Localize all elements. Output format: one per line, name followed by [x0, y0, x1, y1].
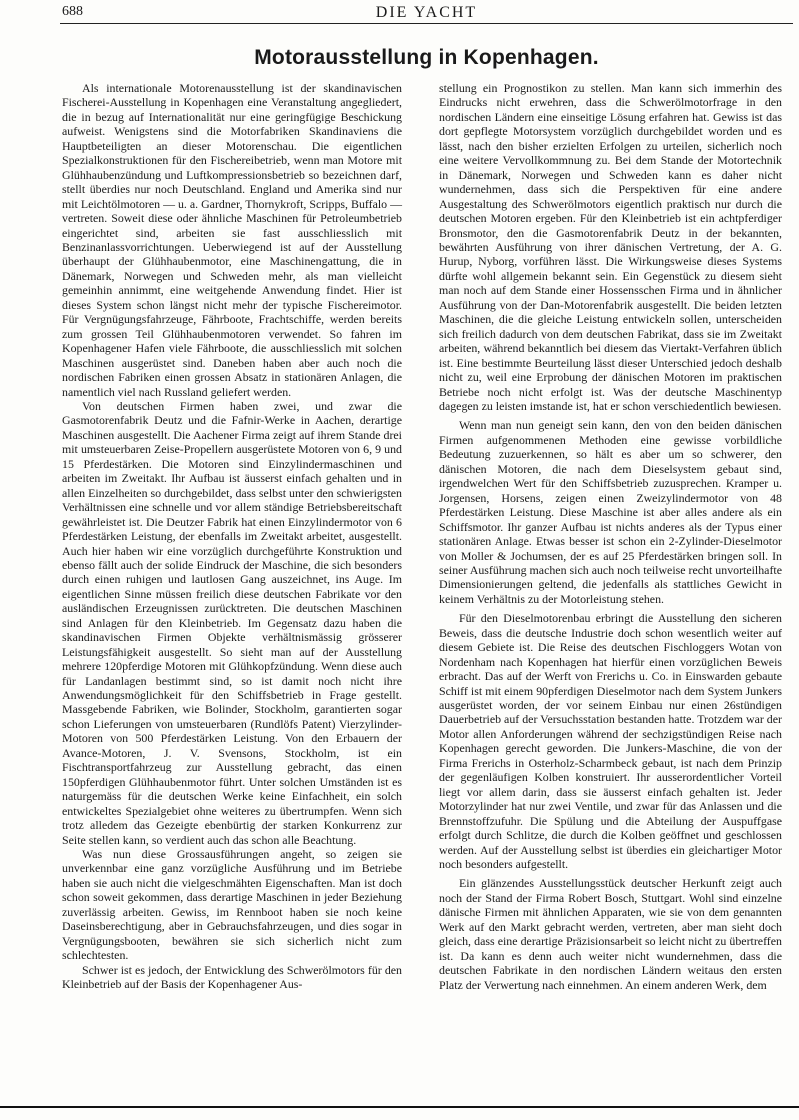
paragraph-continuation: stellung ein Prognostikon zu stellen. Man kann sich immerhin des Eindrucks nicht erwehren, dass die Schwerölmotorfrage in den nordischen Ländern eine einseitige Lösung erfahren hat. Gewiss ist das dort gepflegte Motorsystem vorzüglich durchgebildet worden und es lässt, nach den bisher erzielten Erfolgen zu urteilen, sicherlich noch eine weitere Vervollkommnung zu. Bei dem Stande der Motortechnik in Dänemark, Norwegen und Schweden kann es daher nicht wundernehmen, dass sich die Perspektiven für eine andere Ausgestaltung des Schwerölmotors eigentlich praktisch nur durch die deutschen Motoren ergeben. Für den Kleinbetrieb ist ein achtpferdiger Bronsmotor, den die Gasmotorenfabrik Deutz in der bekannten, bewährten Ausführung von ihrer dänischen Vertretung, der A. G. Hurup, Nyborg, vorführen lässt. Die Wirkungsweise dieses Systems dürfte wohl allgemein bekannt sein. Ein Gegenstück zu diesem sieht man noch auf dem Stande einer Hossensschen Firma und in ähnlicher Ausführung von der Dan-Motorenfabrik ausgestellt. Die beiden letzten Maschinen, die die gleiche Leistung entwickeln sollen, unterscheiden sich freilich dadurch von dem deutschen Fabrikat, dass sie im Zweitakt arbeiten, während bekanntlich bei diesem das Viertakt-Verfahren üblich ist. Eine bestimmte Beurteilung lässt dieser Unterschied jedoch deshalb nicht zu, weil eine Erprobung der dänischen Motoren im praktischen Betriebe noch nicht erfolgt ist. Was der deutsche Maschinentyp dagegen zu leisten imstande ist, hat er schon verschiedentlich bewiesen.: [439, 81, 782, 413]
left-column: [62, 81, 402, 992]
paragraph: Was nun diese Grossausführungen angeht, so zeigen sie unverkennbar eine ganz vorzügliche Ausführung und im Betriebe haben sie auch nicht die vielgeschmähten Eigenschaften. Man ist doch schon soweit gekommen, dass derartige Maschinen in jeder Beziehung zuverlässig arbeiten. Gewiss, im Rennboot haben sie noch keine Daseinsberechtigung, aber in Gebrauchsfahrzeugen, und dies sogar in Vergnügungsbooten, bewähren sie sich sicherlich nicht zum schlechtesten.: [62, 847, 402, 963]
journal-title: DIE YACHT: [375, 4, 478, 21]
paragraph: Ein glänzendes Ausstellungsstück deutscher Herkunft zeigt auch noch der Stand der Firma Robert Bosch, Stuttgart. Wohl sind einzelne dänische Firmen mit ähnlichen Apparaten, wie sie von dem genannten Werk auf den Markt gebracht werden, vertreten, aber man sieht doch gleich, dass eine derartige Präzisionsarbeit so leicht nicht zu übertreffen ist. Da kann es denn auch weiter nicht wundernehmen, dass die deutschen Fabrikate in den nordischen Ländern weitaus den ersten Platz der Verwertung nach einnehmen. An einem anderen Werk, dem: [439, 876, 782, 992]
paragraph: Für den Dieselmotorenbau erbringt die Ausstellung den sicheren Beweis, dass die deutsche Industrie doch schon wesentlich weiter auf diesem Gebiete ist. Die Reise des deutschen Fischloggers Wotan von Nordenham nach Kopenhagen hat hierfür einen vorzüglichen Beweis erbracht. Das auf der Werft von Frerichs u. Co. in Einswarden gebaute Schiff ist mit einem 90pferdigen Dieselmotor nach dem System Junkers ausgerüstet worden, der vor seinem Einbau nur einen 26stündigen Dauerbetrieb auf der Versuchsstation bestanden hatte. Trotzdem war der Motor allen Anforderungen während der sechzigstündigen Reise nach Kopenhagen gerecht geworden. Die Junkers-Maschine, die von der Firma Frerichs in Osterholz-Scharmbeck gebaut, ist nach dem Prinzip der gegenläufigen Kolben konstruiert. Ihr ausserordentlicher Vorteil liegt vor allem darin, dass sie äusserst einfach gehalten ist. Jeder Motorzylinder hat nur zwei Ventile, und zwar für das Anlassen und die Brennstoffzufuhr. Die Spülung und die Abteilung der Auspuffgase erfolgt durch Schlitze, die durch die Kolben geöffnet und geschlossen werden. Auf der Ausstellung selbst ist überdies ein gleichartiger Motor noch besonders aufgestellt.: [439, 611, 782, 872]
paragraph: Schwer ist es jedoch, der Entwicklung des Schwerölmotors für den Kleinbetrieb auf der Basis der Kopenhagener Aus-: [62, 962, 402, 992]
article-title: Motorausstellung in Kopenhagen.: [254, 46, 599, 69]
paragraph: Wenn man nun geneigt sein kann, den von den beiden dänischen Firmen aufgenommenen Methoden eine gewisse vorbildliche Bedeutung zuzuerkennen, so hält es aber um so schwerer, den dänischen Motoren, die nach dem Dieselsystem gebaut sind, irgendwelchen Wert für den Schiffsbetrieb zuzusprechen. Kramper u. Jorgensen, Horsens, zeigen einen Zweizylindermotor von 48 Pferdestärken Leistung. Diese Maschine ist aber alles andere als ein Schiffsmotor. Ihr ganzer Aufbau ist nichts anderes als der Typus einer stationären Anlage. Etwas besser ist schon ein 2-Zylinder-Dieselmotor von Moller & Jochumsen, der es auf 25 Pferdestärken bringen soll. In seiner Ausführung machen sich auch noch teilweise recht unvorteilhafte Dimensionierungen geltend, die jedenfalls als stattliches Gewicht in keinem Verhältnis zu der Motorleistung stehen.: [439, 418, 782, 606]
right-column: [439, 81, 782, 992]
header-rule: [60, 23, 793, 24]
running-head: [62, 2, 791, 22]
paragraph: Als internationale Motorenausstellung ist der skandinavischen Fischerei-Ausstellung in Kopenhagen eine Veranstaltung angegliedert, die in bezug auf Internationalität nur eine geringfügige Beschickung aufweist. Wenigstens sind die Motorfabriken Skandinaviens die Hauptbeteiligten an dieser Motorenschau. Die eigentlichen Spezialkonstruktionen für den Fischereibetrieb, wenn man Motore mit Glühhaubenzündung und Luftkompressionsbetrieb so bezeichnen darf, stellt überdies nur noch Deutschland. England und Amerika sind nur mit Leichtölmotoren — u. a. Gardner, Thornykroft, Scripps, Buffalo — vertreten. Soweit diese oder ähnliche Maschinen für Petroleumbetrieb eingerichtet sind, arbeiten sie fast ausschliesslich mit Benzinanlassvorrichtungen. Ueberwiegend ist auf der Ausstellung überhaupt der Glühhaubenmotor, eine Maschinengattung, die in Dänemark, Norwegen und Schweden mehr, als man vielleicht gemeinhin annimmt, eine weitgehende Anwendung findet. Hier ist dieses System schon längst nicht mehr der typische Fischereimotor. Für Vergnügungsfahrzeuge, Fährboote, Frachtschiffe, werden bereits zum grossen Teil Glühhaubenmotoren verwendet. So fahren im Kopenhagener Hafen viele Fährboote, die ausschliesslich mit solchen Maschinen ausgerüstet sind. Daneben haben aber auch noch die nordischen Fabriken einen grossen Absatz in stationären Anlagen, die namentlich viel nach Russland geliefert werden.: [62, 81, 402, 399]
bottom-rule: [0, 1106, 799, 1108]
paragraph: Von deutschen Firmen haben zwei, und zwar die Gasmotorenfabrik Deutz und die Fafnir-Werke in Aachen, derartige Maschinen ausgestellt. Die Aachener Firma zeigt auf ihrem Stande drei mit umsteuerbaren Zeise-Propellern ausgerüstete Motoren von 6, 9 und 15 Pferdestärken. Die Motoren sind Einzylindermaschinen und arbeiten im Zweitakt. Ihr Aufbau ist äusserst einfach gehalten und in allen Einzelheiten so durchgebildet, dass selbst unter den schwierigsten Verhältnissen eine schnelle und vor allem ständige Betriebsbereitschaft gewährleistet ist. Die Deutzer Fabrik hat einen Einzylindermotor von 6 Pferdestärken Leistung, der ebenfalls im Zweitakt arbeitet, ausgestellt. Auch hier haben wir eine vorzüglich durchgeführte Konstruktion und ebenso fällt auch der solide Eindruck der Maschine, die sich besonders durch einen ruhigen und lautlosen Gang auszeichnet, ins Auge. Im eigentlichen Sinne müssen freilich diese deutschen Fabrikate vor den ausländischen Erzeugnissen zurücktreten. Die deutschen Maschinen sind Anlagen für den Kleinbetrieb. Im Gegensatz dazu haben die skandinavischen Firmen Objekte verhältnismässig grösserer Leistungsfähigkeit ausgestellt. So sieht man auf der Ausstellung mehrere 120pferdige Motoren mit Glühkopfzündung. Wenn diese auch für Landanlagen bestimmt sind, so ist damit noch nicht ihre Anwendungsmöglichkeit für den Schiffsbetrieb in Frage gestellt. Massgebende Fabriken, wie Bolinder, Stockholm, garantierten sogar schon Lieferungen von umsteuerbaren (Rundlöfs Patent) Vierzylinder-Motoren von 500 Pferdestärken Leistung. Von den Erbauern der Avance-Motoren, J. V. Svensons, Stockholm, ist ein Fischtransportfahrzeug zur Ausstellung gebracht, das einen 150pferdigen Glühhaubenmotor führt. Unter solchen Umständen ist es naturgemäss für die deutschen Werke keine Einfachheit, ein solch entwickeltes Spezialgebiet ohne weiteres zu übertrumpfen. Wenn sich trotz alledem das Gezeigte ebenbürtig der starken Konkurrenz zur Seite stellen kann, so verdient auch das schon alle Beachtung.: [62, 398, 402, 847]
page-number: 688: [62, 4, 83, 19]
